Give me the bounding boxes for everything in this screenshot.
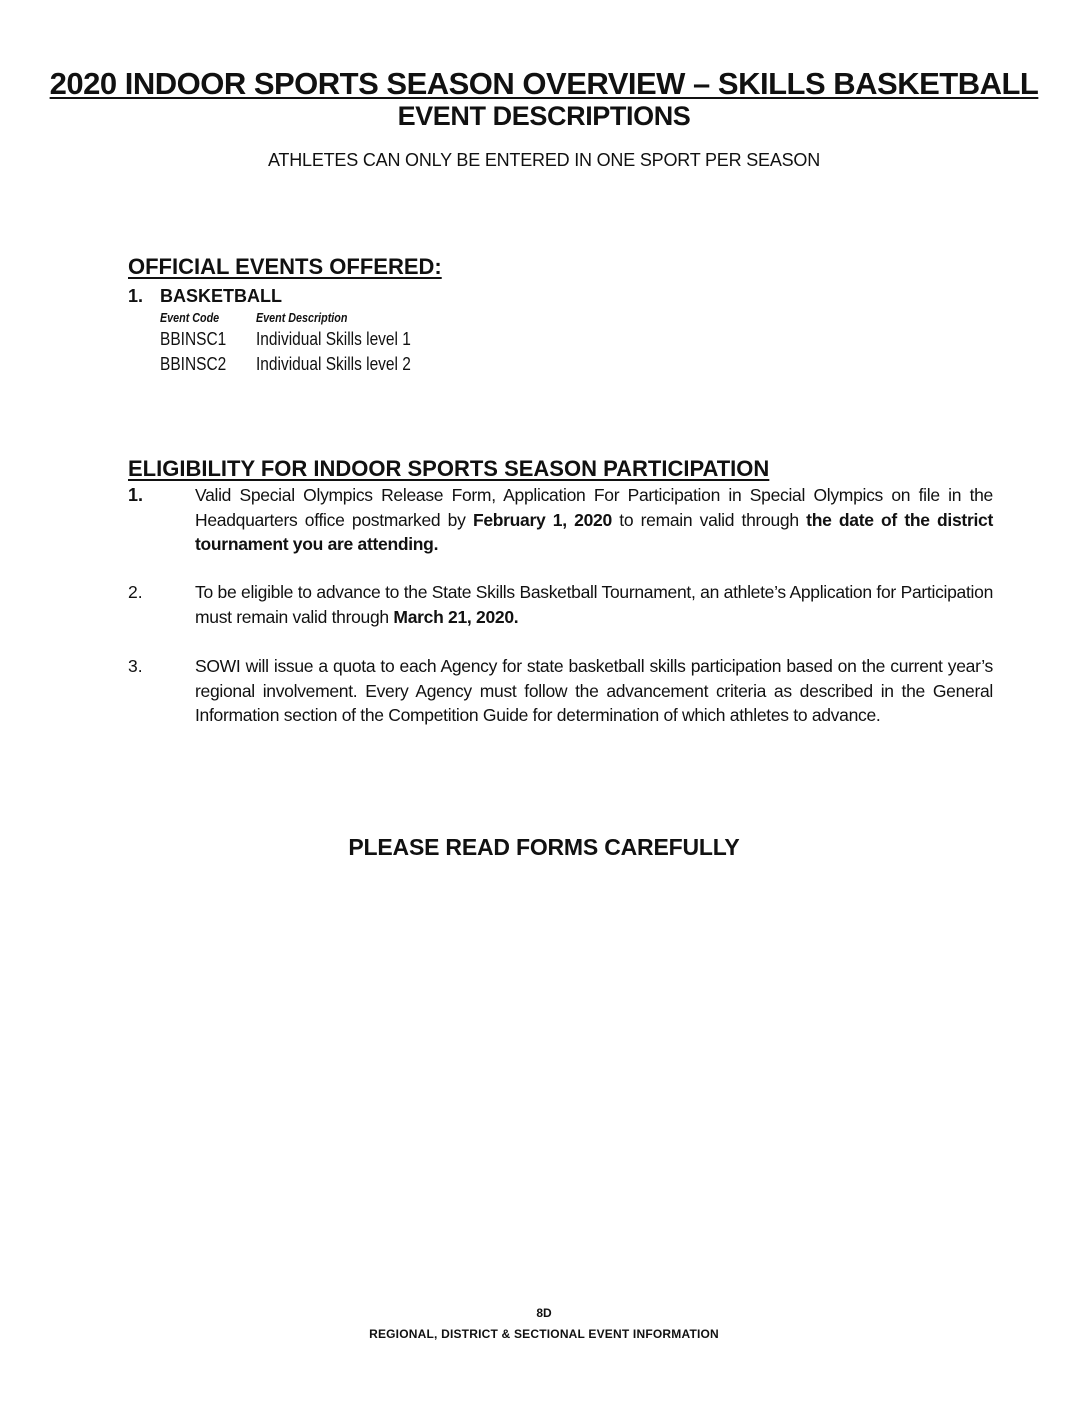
- page-number: 8D: [536, 1306, 552, 1320]
- list-item-number: 2.: [128, 582, 143, 602]
- eligibility-item-2: [195, 580, 993, 629]
- closing-notice: PLEASE READ FORMS CAREFULLY: [348, 834, 740, 860]
- page-subtitle: EVENT DESCRIPTIONS: [397, 101, 691, 131]
- season-notice: ATHLETES CAN ONLY BE ENTERED IN ONE SPORT PER SEASON: [267, 150, 821, 170]
- eligibility-item-1: [195, 483, 993, 557]
- list-item-number: 1.: [128, 485, 144, 505]
- sport-number: 1.: [128, 286, 144, 306]
- deadline-date: March 21, 2020.: [393, 606, 519, 627]
- event-description: Individual Skills level 1: [256, 329, 411, 349]
- official-events-heading: OFFICIAL EVENTS OFFERED:: [128, 254, 442, 279]
- list-item-number: 3.: [128, 656, 143, 676]
- item-text: to remain valid through: [611, 509, 807, 530]
- sport-name: BASKETBALL: [160, 286, 282, 306]
- item-text: Valid Special Olympics Release Form, Application For Participation in Special Olympics on file in the Headquarters office postmarked by: [195, 485, 993, 530]
- event-description: Individual Skills level 2: [256, 354, 411, 374]
- event-code: BBINSC2: [160, 354, 227, 374]
- validity-note: the date of the district tournament you are attending.: [195, 509, 993, 554]
- eligibility-heading: ELIGIBILITY FOR INDOOR SPORTS SEASON PARTICIPATION: [128, 456, 770, 481]
- item-text: SOWI will issue a quota to each Agency for state basketball skills participation based on the current year’s regional involvement. Every Agency must follow the advancement criteria as described in the General Information section of the Competition Guide for determination of which athletes to advance.: [195, 656, 993, 725]
- deadline-date: February 1, 2020: [472, 509, 612, 530]
- item-text: To be eligible to advance to the State Skills Basketball Tournament, an athlete’s Application for Participation must remain valid through: [195, 582, 993, 627]
- event-description-column-header: Event Description: [256, 311, 348, 325]
- footer-label: REGIONAL, DISTRICT & SECTIONAL EVENT INFORMATION: [369, 1327, 719, 1341]
- eligibility-item-3: [195, 654, 993, 728]
- event-code: BBINSC1: [160, 329, 227, 349]
- event-code-column-header: Event Code: [160, 311, 220, 325]
- page-title: 2020 INDOOR SPORTS SEASON OVERVIEW – SKILLS BASKETBALL: [49, 66, 1039, 101]
